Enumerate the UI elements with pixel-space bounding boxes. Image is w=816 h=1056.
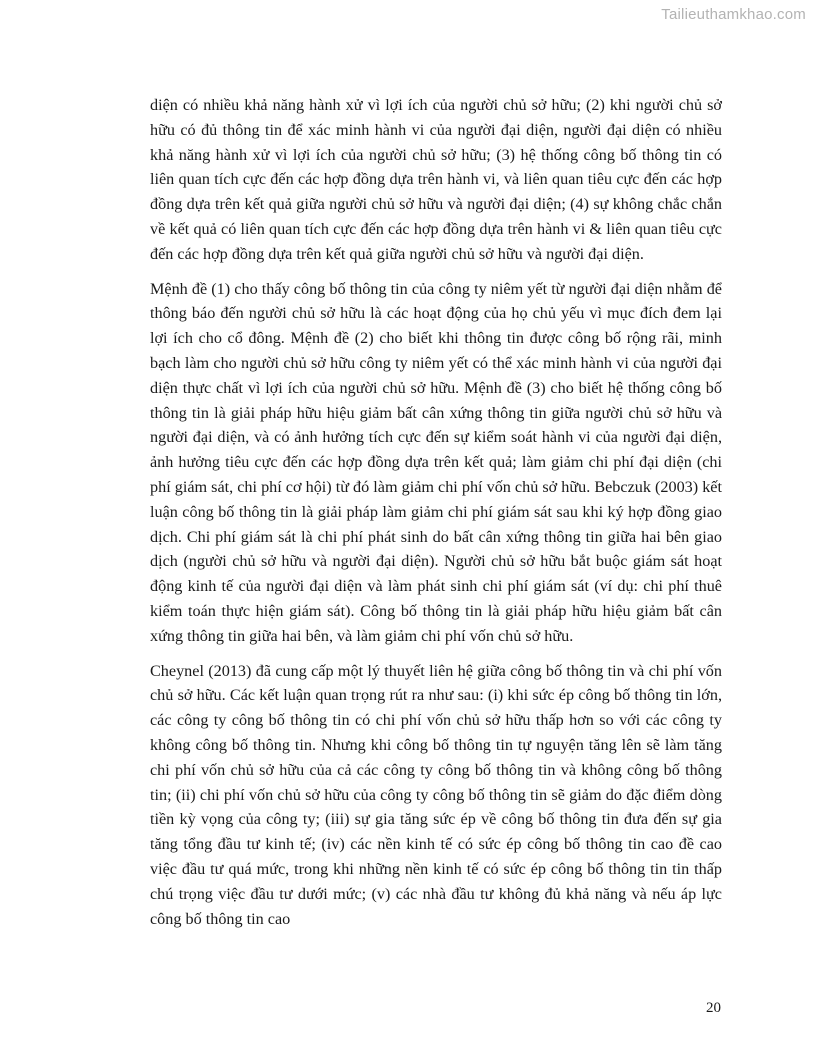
page-number: 20 (706, 1000, 721, 1016)
paragraph-2: Mệnh đề (1) cho thấy công bố thông tin của công ty niêm yết từ người đại diện nhằm để thông báo đến người chủ sở hữu là các hoạt động của họ chủ yếu vì mục đích đem lại lợi ích cho cổ đông. Mệnh đề (2) cho biết khi thông tin được công bố rộng rãi, minh bạch làm cho người chủ sở hữu công ty niêm yết có thể xác minh hành vi của người đại diện thực chất vì lợi ích của người chủ sở hữu. Mệnh đề (3) cho biết hệ thống công bố thông tin là giải pháp hữu hiệu giảm bất cân xứng thông tin giữa người chủ sở hữu và người đại diện, và có ảnh hưởng tích cực đến sự kiểm soát hành vi của người đại diện, ảnh hưởng tiêu cực đến các hợp đồng dựa trên kết quả; làm giảm chi phí đại diện (chi phí giám sát, chi phí cơ hội) từ đó làm giảm chi phí vốn chủ sở hữu. Bebczuk (2003) kết luận công bố thông tin là giải pháp làm giảm chi phí giám sát sau khi ký hợp đồng giao dịch. Chi phí giám sát là chi phí phát sinh do bất cân xứng thông tin giữa hai bên giao dịch (người chủ sở hữu và người đại diện). Người chủ sở hữu bắt buộc giám sát hoạt động kinh tế của người đại diện và làm phát sinh chi phí giám sát (ví dụ: chi phí thuê kiểm toán thực hiện giám sát). Công bố thông tin là giải pháp hữu hiệu giảm bất cân xứng thông tin giữa hai bên, và làm giảm chi phí vốn chủ sở hữu. (150, 279, 722, 645)
document-body (150, 93, 722, 941)
paragraph-3: Cheynel (2013) đã cung cấp một lý thuyết liên hệ giữa công bố thông tin và chi phí vốn chủ sở hữu. Các kết luận quan trọng rút ra như sau: (i) khi sức ép công bố thông tin lớn, các công ty công bố thông tin có chi phí vốn chủ sở hữu thấp hơn so với các công ty không công bố thông tin. Nhưng khi công bố thông tin tự nguyện tăng lên sẽ làm tăng chi phí vốn chủ sở hữu của cả các công ty công bố thông tin và không công bố thông tin; (ii) chi phí vốn chủ sở hữu của công ty công bố thông tin sẽ giảm do đặc điểm dòng tiền kỳ vọng của công ty; (iii) sự gia tăng sức ép về công bố thông tin đưa đến sự gia tăng tổng đầu tư kinh tế; (iv) các nền kinh tế có sức ép công bố thông tin cao đề cao việc đầu tư quá mức, trong khi những nền kinh tế có sức ép công bố thông tin tin thấp chú trọng việc đầu tư dưới mức; (v) các nhà đầu tư không đủ khả năng và nếu áp lực công bố thông tin cao (150, 661, 722, 928)
watermark: Tailieuthamkhao.com (661, 6, 806, 23)
paragraph-1: diện có nhiều khả năng hành xử vì lợi ích của người chủ sở hữu; (2) khi người chủ sở hữu có đủ thông tin để xác minh hành vi của người đại diện, người đại diện có nhiều khả năng hành xử vì lợi ích của người chủ sở hữu; (3) hệ thống công bố thông tin có liên quan tích cực đến các hợp đồng dựa trên hành vi, và liên quan tiêu cực đến các hợp đồng dựa trên kết quả giữa người chủ sở hữu và người đại diện; (4) sự không chắc chắn về kết quả có liên quan tích cực đến các hợp đồng dựa trên hành vi & liên quan tiêu cực đến các hợp đồng dựa trên kết quả giữa người chủ sở hữu và người đại diện. (150, 96, 722, 263)
